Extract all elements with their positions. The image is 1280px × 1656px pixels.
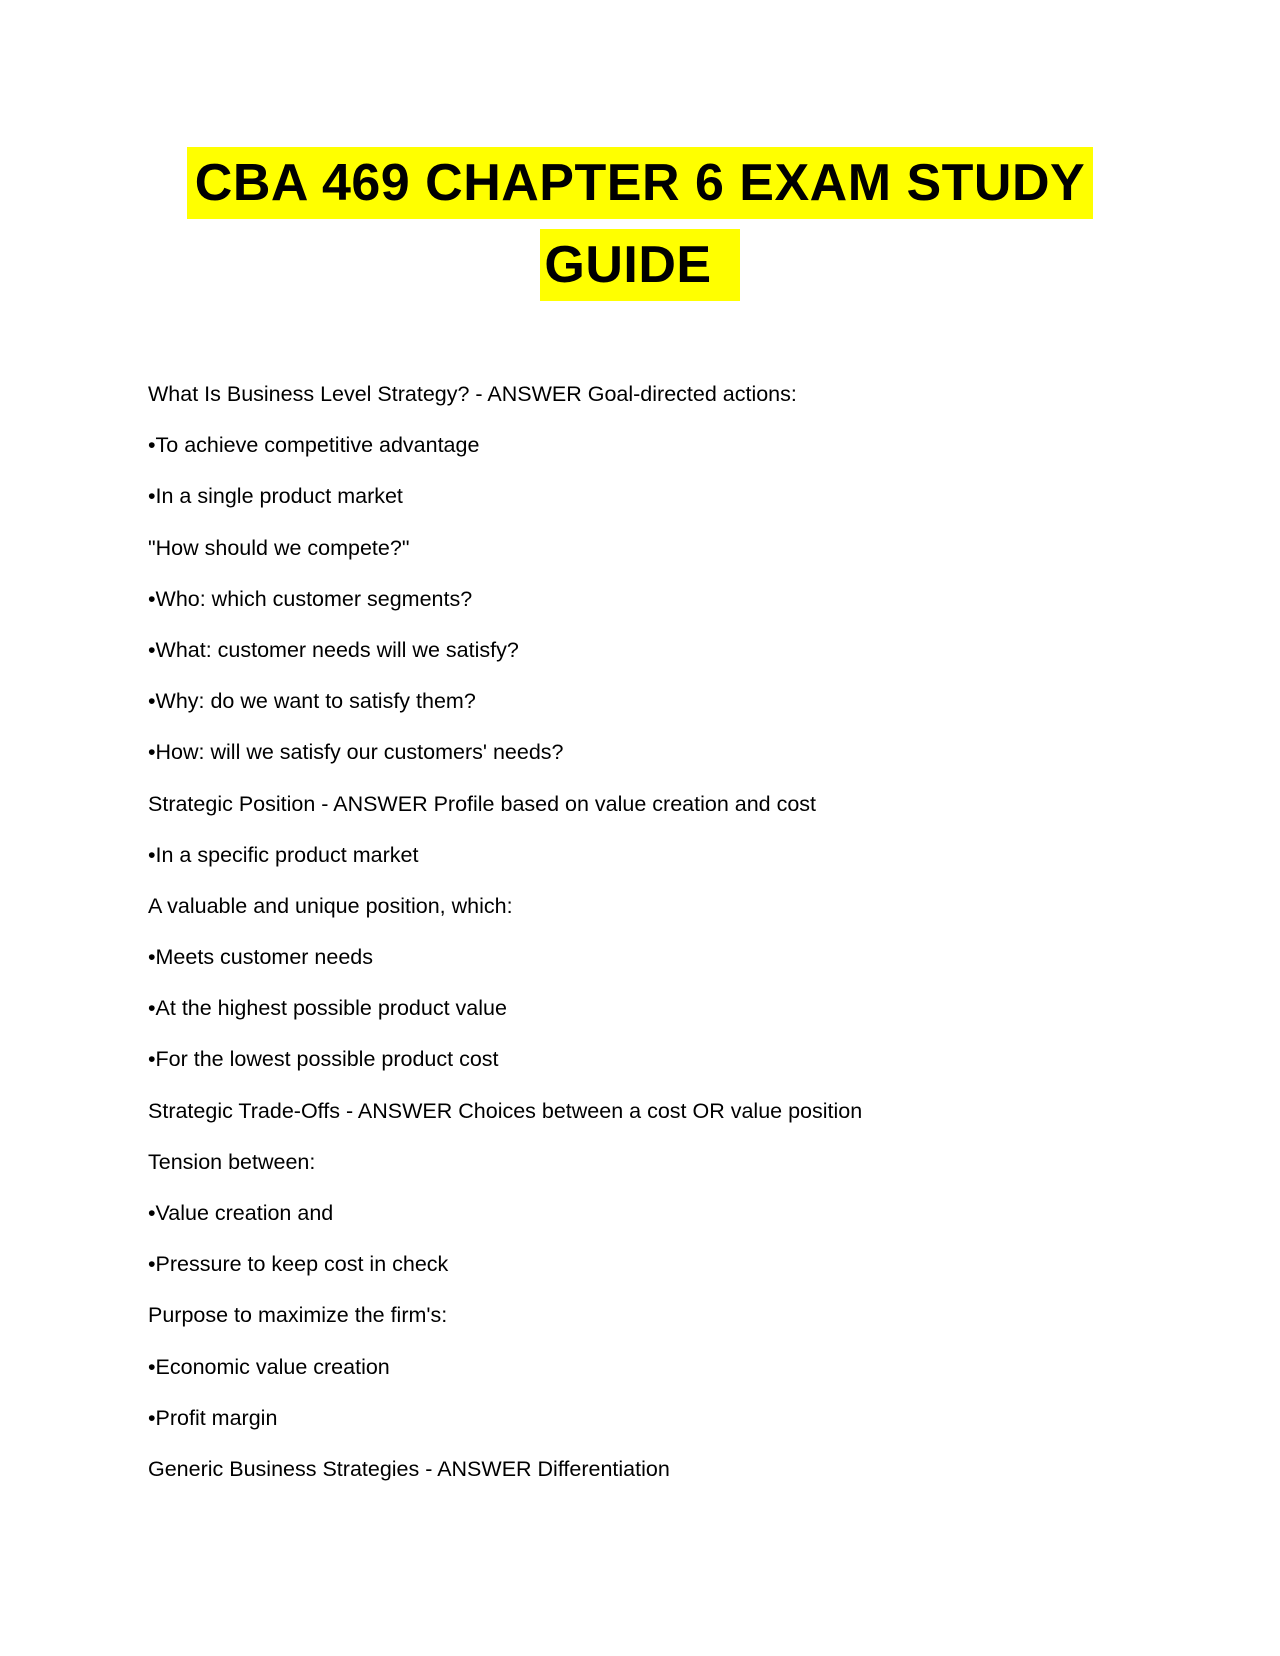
- text-line: Generic Business Strategies - ANSWER Differentiation: [148, 1456, 670, 1481]
- text-line: •Pressure to keep cost in check: [148, 1252, 449, 1277]
- text-line: •Meets customer needs: [148, 945, 374, 970]
- text-line: •At the highest possible product value: [148, 996, 507, 1021]
- text-line: •In a single product market: [148, 484, 403, 509]
- text-line: A valuable and unique position, which:: [148, 893, 513, 918]
- text-line: Strategic Trade-Offs - ANSWER Choices between a cost OR value position: [148, 1098, 863, 1123]
- text-line: •Value creation and: [148, 1201, 334, 1225]
- text-line: •To achieve competitive advantage: [148, 433, 480, 458]
- text-line: •In a specific product market: [148, 842, 419, 867]
- document-title-line-1: [0, 147, 1280, 219]
- text-line: What Is Business Level Strategy? - ANSWER Goal-directed actions:: [148, 382, 797, 406]
- text-line: •Economic value creation: [148, 1354, 390, 1379]
- title-highlight: GUIDE: [540, 229, 739, 301]
- text-line: Tension between:: [148, 1149, 316, 1174]
- document-body: [148, 380, 862, 1506]
- text-line: "How should we compete?": [148, 535, 410, 560]
- text-line: Purpose to maximize the firm's:: [148, 1303, 448, 1328]
- text-line: •Who: which customer segments?: [148, 586, 473, 611]
- text-line: •What: customer needs will we satisfy?: [148, 637, 519, 662]
- title-highlight: CBA 469 CHAPTER 6 EXAM STUDY: [187, 147, 1093, 219]
- text-line: •Why: do we want to satisfy them?: [148, 689, 476, 714]
- document-title-line-2: [0, 229, 1280, 301]
- text-line: •For the lowest possible product cost: [148, 1047, 499, 1072]
- text-line: •Profit margin: [148, 1405, 278, 1430]
- text-line: •How: will we satisfy our customers' needs?: [148, 740, 564, 765]
- text-line: Strategic Position - ANSWER Profile based on value creation and cost: [148, 791, 817, 816]
